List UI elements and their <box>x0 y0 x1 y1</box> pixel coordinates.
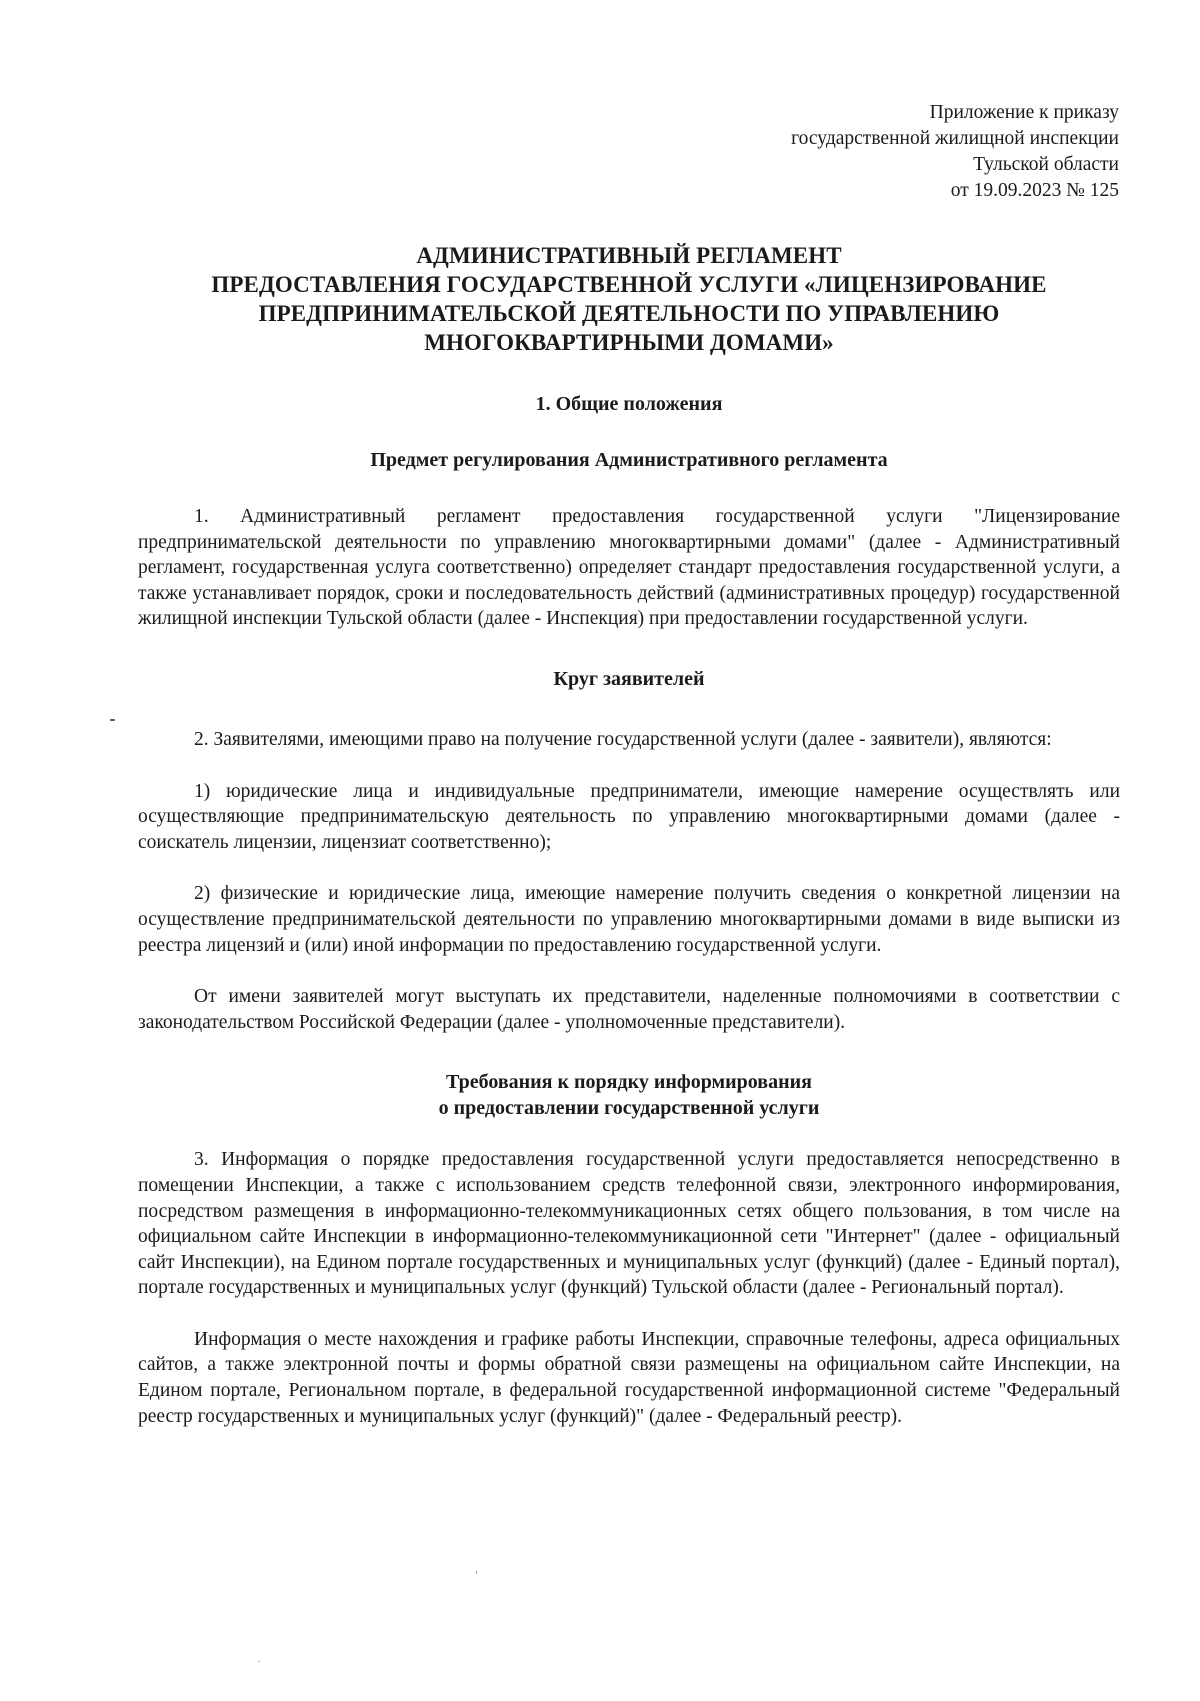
title-line: МНОГОКВАРТИРНЫМИ ДОМАМИ» <box>424 330 834 355</box>
section-heading-general: 1. Общие положения <box>535 393 723 415</box>
approval-line: Тульской области <box>973 154 1119 175</box>
title-line: ПРЕДОСТАВЛЕНИЯ ГОСУДАРСТВЕННОЙ УСЛУГИ «ЛИЦЕНЗИРОВАНИЕ <box>211 272 1047 297</box>
document-page <box>138 100 1120 1429</box>
section-heading-subject: Предмет регулирования Административного регламента <box>370 449 888 471</box>
paragraph-3: 3. Информация о порядке предоставления государственной услуги предоставляется непосредственно в помещении Инспекции, а также с использованием средств телефонной связи, электронного информирования, посредством размещения в информационно-телекоммуникационных сетях общего пользования, в том числе на официальном сайте Инспекции в информационно-телекоммуникационной сети "Интернет" (далее - официальный сайт Инспекции), на Едином портале государственных и муниципальных услуг (функций) (далее - Единый портал), портале государственных и муниципальных услуг (функций) Тульской области (далее - Региональный портал). <box>138 1149 1120 1299</box>
approval-date-number: от 19.09.2023 № 125 <box>950 180 1119 201</box>
title-line: ПРЕДПРИНИМАТЕЛЬСКОЙ ДЕЯТЕЛЬНОСТИ ПО УПРАВЛЕНИЮ <box>258 301 1000 326</box>
scan-speck <box>258 1661 260 1662</box>
document-title <box>138 241 1120 357</box>
paragraph-1: 1. Административный регламент предоставления государственной услуги "Лицензирование предпринимательской деятельности по управлению многоквартирными домами" (далее - Административный регламент, государственная услуга соответственно) определяет стандарт предоставления государственной услуги, а также устанавливает порядок, сроки и последовательность действий (административных процедур) государственной жилищной инспекции Тульской области (далее - Инспекция) при предоставлении государственной услуги. <box>138 506 1120 630</box>
scan-speck <box>110 719 115 721</box>
heading-line: Требования к порядку информирования <box>446 1071 812 1094</box>
paragraph-2: 2. Заявителями, имеющими право на получение государственной услуги (далее - заявители), являются: <box>194 728 1052 750</box>
paragraph-2-representatives: От имени заявителей могут выступать их представители, наделенные полномочиями в соответствии с законодательством Российской Федерации (далее - уполномоченные представители). <box>138 986 1120 1033</box>
approval-line: Приложение к приказу <box>929 102 1119 123</box>
paragraph-2-item-2: 2) физические и юридические лица, имеющие намерение получить сведения о конкретной лицензии на осуществление предпринимательской деятельности по управлению многоквартирными домами в виде выписки из реестра лицензий и (или) иной информации по предоставлению государственной услуги. <box>138 883 1120 956</box>
section-heading-applicants: Круг заявителей <box>553 667 705 690</box>
heading-line: о предоставлении государственной услуги <box>438 1097 820 1120</box>
approval-line: государственной жилищной инспекции <box>791 128 1119 149</box>
approval-stamp <box>138 100 1119 204</box>
section-heading-requirements <box>138 1069 1120 1121</box>
scan-speck <box>476 1571 477 1574</box>
paragraph-2-item-1: 1) юридические лица и индивидуальные предприниматели, имеющие намерение осуществлять или осуществляющие предпринимательскую деятельность по управлению многоквартирными домами (далее - соискатель лицензии, лицензиат соответственно); <box>138 780 1120 853</box>
title-line: АДМИНИСТРАТИВНЫЙ РЕГЛАМЕНТ <box>416 243 842 268</box>
paragraph-3-contacts: Информация о месте нахождения и графике работы Инспекции, справочные телефоны, адреса официальных сайтов, а также электронной почты и формы обратной связи размещены на официальном сайте Инспекции, на Едином портале, Региональном портале, в федеральной государственной информационной системе "Федеральный реестр государственных и муниципальных услуг (функций)" (далее - Федеральный реестр). <box>138 1328 1120 1427</box>
